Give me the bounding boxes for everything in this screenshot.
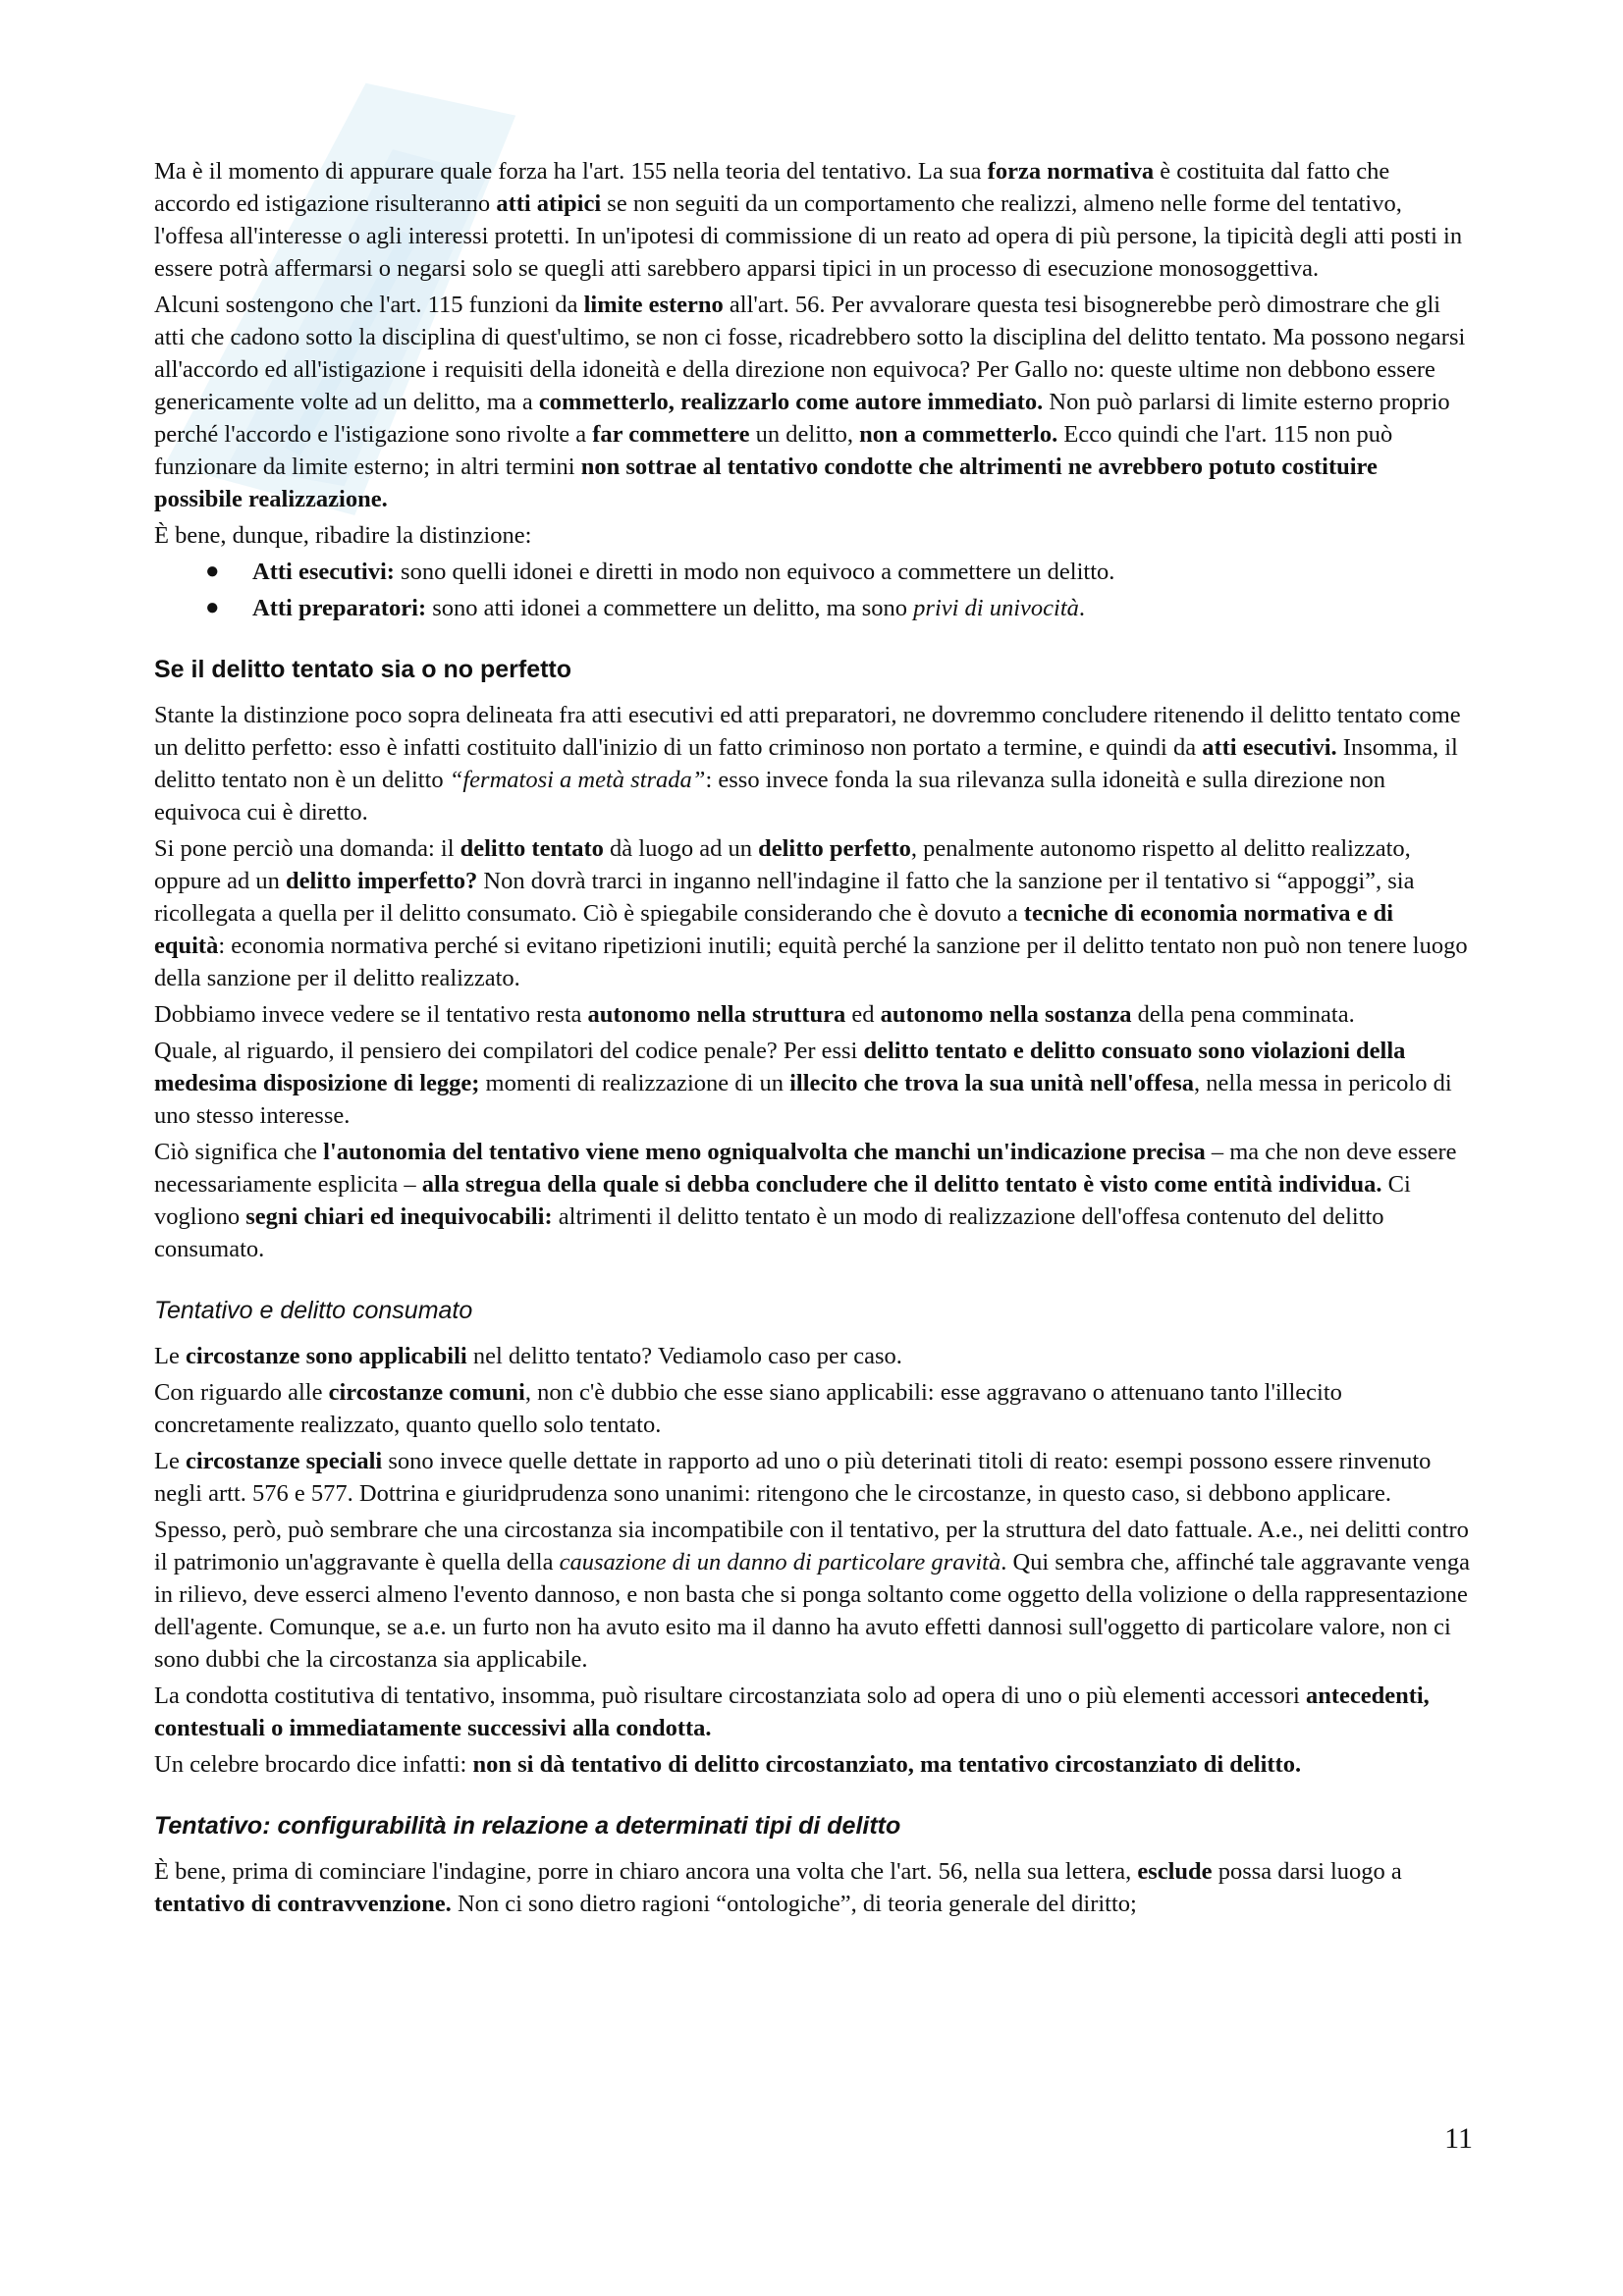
text-run: , penalmente autonomo rispetto al delitto realizzato, oppure ad un — [154, 835, 1411, 894]
distinction-list — [154, 556, 1470, 624]
text-run: della pena comminata. — [1131, 1001, 1355, 1028]
section-heading-configurabilita: Tentativo: configurabilità in relazione a determinati tipi di delitto — [154, 1812, 901, 1840]
bold-text: forza normativa — [987, 158, 1155, 185]
bold-text: non sottrae al tentativo condotte che altrimenti ne avrebbero potuto costituire possibile realizzazione. — [154, 454, 1378, 512]
bold-text: atti atipici — [496, 190, 602, 217]
text-run: , nella messa in pericolo di uno stesso interesse. — [154, 1070, 1452, 1129]
paragraph — [154, 519, 1470, 552]
text-run: possa darsi luogo a — [1212, 1858, 1402, 1885]
paragraph — [154, 1445, 1470, 1510]
text-run: Si pone perciò una domanda: il — [154, 835, 460, 862]
bold-text: commetterlo, realizzarlo come autore immediato. — [538, 389, 1044, 415]
paragraph — [154, 1855, 1470, 1920]
bold-text: segni chiari ed inequivocabili: — [245, 1203, 553, 1230]
text-run: Non può parlarsi di limite esterno proprio perché l'accordo e l'istigazione sono rivolte a — [154, 389, 1450, 448]
text-run: un delitto, — [749, 421, 860, 448]
page-number: 11 — [1444, 2122, 1473, 2155]
text-run: È bene, prima di cominciare l'indagine, porre in chiaro ancora una volta che l'art. 56, nella sua lettera, — [154, 1858, 1138, 1885]
text-run: Le — [154, 1343, 186, 1369]
text-run: , non c'è dubbio che esse siano applicabili: esse aggravano o attenuano tanto l'illecito concretamente realizzato, quanto quello solo tentato. — [154, 1379, 1342, 1438]
text-run: sono atti idonei a commettere un delitto, ma sono — [426, 595, 914, 621]
bold-text: illecito che trova la sua unità nell'offesa — [789, 1070, 1195, 1096]
bold-text: delitto tentato e delitto consuato sono violazioni della medesima disposizione di legge; — [154, 1038, 1406, 1096]
bold-text: atti esecutivi. — [1202, 734, 1337, 761]
bold-text: non a commetterlo. — [859, 421, 1058, 448]
text-run: : esso invece fonda la sua rilevanza sulla idoneità e sulla direzione non equivoca cui è diretto. — [154, 767, 1385, 826]
bold-text: Atti esecutivi: — [252, 559, 395, 585]
paragraph — [154, 1340, 1470, 1372]
paragraph — [154, 1680, 1470, 1744]
intro-section — [154, 155, 1470, 552]
bold-text: Atti preparatori: — [252, 595, 427, 621]
paragraph — [154, 1136, 1470, 1265]
bold-text: limite esterno — [583, 292, 724, 318]
text-run: Insomma, il delitto tentato non è un delitto — [154, 734, 1458, 793]
text-run: Alcuni sostengono che l'art. 115 funzioni da — [154, 292, 584, 318]
bold-text: l'autonomia del tentativo viene meno ogniqualvolta che manchi un'indicazione precisa — [323, 1139, 1206, 1165]
paragraph — [154, 998, 1470, 1031]
paragraph — [154, 832, 1470, 994]
bold-text: circostanze sono applicabili — [185, 1343, 467, 1369]
bold-text: autonomo nella struttura — [587, 1001, 846, 1028]
bold-text: tecniche di economia normativa e di equità — [154, 900, 1394, 959]
text-run: Con riguardo alle — [154, 1379, 329, 1406]
text-run: Non ci sono dietro ragioni “ontologiche”, di teoria generale del diritto; — [451, 1891, 1137, 1917]
text-run: Ciò significa che — [154, 1139, 324, 1165]
section-perfetto-body — [154, 699, 1470, 1265]
text-run: Un celebre brocardo dice infatti: — [154, 1751, 473, 1778]
text-run: ed — [845, 1001, 881, 1028]
text-run: La condotta costitutiva di tentativo, insomma, può risultare circostanziata solo ad opera di uno o più elementi accessori — [154, 1682, 1306, 1709]
bold-text: delitto tentato — [460, 835, 604, 862]
bullet-icon: ● — [205, 559, 220, 584]
text-run: se non seguiti da un comportamento che realizzi, almeno nelle forme del tentativo, l'offesa all'interesse o agli interessi protetti. In un'ipotesi di commissione di un reato ad opera di più persone, la tipicità degli atti posti in essere potrà affermarsi o negarsi solo se quegli atti sarebbero apparsi tipici in un processo di esecuzione monosoggettiva. — [154, 190, 1463, 282]
bold-text: alla stregua della quale si debba concludere che il delitto tentato è visto come entità individua. — [421, 1171, 1382, 1198]
text-run: È bene, dunque, ribadire la distinzione: — [154, 522, 532, 549]
paragraph — [154, 1748, 1470, 1781]
bold-text: delitto perfetto — [758, 835, 911, 862]
section-heading-consumato: Tentativo e delitto consumato — [154, 1297, 473, 1324]
document-page — [154, 155, 1470, 1924]
section-consumato-body — [154, 1340, 1470, 1781]
text-run: altrimenti il delitto tentato è un modo di realizzazione dell'offesa contenuto del delitto consumato. — [154, 1203, 1384, 1262]
italic-text: privi di univocità — [913, 595, 1079, 621]
text-run: Le — [154, 1448, 186, 1474]
bold-text: autonomo nella sostanza — [880, 1001, 1132, 1028]
text-run: sono quelli idonei e diretti in modo non equivoco a commettere un delitto. — [394, 559, 1115, 585]
italic-text: “fermatosi a metà strada” — [449, 767, 706, 793]
list-item — [205, 556, 1470, 588]
bold-text: circostanze comuni — [328, 1379, 525, 1406]
text-run: Ci vogliono — [154, 1171, 1411, 1230]
text-run: – ma che non deve essere necessariamente esplicita – — [154, 1139, 1457, 1198]
paragraph — [154, 155, 1470, 285]
text-run: momenti di realizzazione di un — [479, 1070, 790, 1096]
text-run: Ecco quindi che l'art. 115 non può funzionare da limite esterno; in altri termini — [154, 421, 1393, 480]
text-run: all'art. 56. Per avvalorare questa tesi bisognerebbe però dimostrare che gli atti che cadono sotto la disciplina di quest'ultimo, se non ci fosse, ricadrebbero sotto la disciplina del delitto tentato. Ma possono negarsi all'accordo ed all'istigazione i requisiti della idoneità e della direzione non equivoca? Per Gallo no: queste ultime non debbono essere genericamente volte ad un delitto, ma a — [154, 292, 1466, 415]
text-run: è costituita dal fatto che accordo ed istigazione risulteranno — [154, 158, 1390, 217]
bullet-icon: ● — [205, 595, 220, 620]
text-run: . Qui sembra che, affinché tale aggravante venga in rilievo, deve esserci almeno l'evento dannoso, e non basta che si ponga soltanto come oggetto della volizione o della rappresentazione dell'agente. Comunque, se a.e. un furto non ha avuto esito ma il danno ha avuto effetti dannosi sull'oggetto di particolare valore, non ci sono dubbi che la circostanza sia applicabile. — [154, 1549, 1470, 1673]
section-configurabilita-body — [154, 1855, 1470, 1920]
text-run: nel delitto tentato? Vediamolo caso per caso. — [466, 1343, 902, 1369]
text-run: . — [1078, 595, 1086, 621]
text-run: Spesso, però, può sembrare che una circostanza sia incompatibile con il tentativo, per la struttura del dato fattuale. A.e., nei delitti contro il patrimonio un'aggravante è quella della — [154, 1517, 1469, 1575]
text-run: Dobbiamo invece vedere se il tentativo resta — [154, 1001, 588, 1028]
paragraph — [154, 1376, 1470, 1441]
list-item — [205, 592, 1470, 624]
bold-text: non si dà tentativo di delitto circostanziato, ma tentativo circostanziato di delitto. — [472, 1751, 1302, 1778]
text-run: Ma è il momento di appurare quale forza ha l'art. 155 nella teoria del tentativo. La sua — [154, 158, 988, 185]
section-heading-perfetto: Se il delitto tentato sia o no perfetto — [154, 656, 572, 683]
paragraph — [154, 699, 1470, 828]
bold-text: far commettere — [592, 421, 750, 448]
bold-text: antecedenti, contestuali o immediatamente successivi alla condotta. — [154, 1682, 1430, 1741]
paragraph — [154, 289, 1470, 515]
bold-text: delitto imperfetto? — [286, 868, 478, 894]
bold-text: esclude — [1137, 1858, 1213, 1885]
text-run: dà luogo ad un — [603, 835, 759, 862]
text-run: Non dovrà trarci in inganno nell'indagine il fatto che la sanzione per il tentativo si “appoggi”, sia ricollegata a quella per il delitto consumato. Ciò è spiegabile considerando che è dovuto a — [154, 868, 1415, 927]
bold-text: circostanze speciali — [185, 1448, 383, 1474]
text-run: Stante la distinzione poco sopra delineata fra atti esecutivi ed atti preparatori, ne dovremmo concludere ritenendo il delitto tentato come un delitto perfetto: esso è infatti costituito dall'inizio di un fatto criminoso non portato a termine, e quindi da — [154, 702, 1461, 761]
text-run: Quale, al riguardo, il pensiero dei compilatori del codice penale? Per essi — [154, 1038, 864, 1064]
text-run: sono invece quelle dettate in rapporto ad uno o più deterinati titoli di reato: esempi possono essere rinvenuto negli artt. 576 e 577. Dottrina e giuridprudenza sono unanimi: ritengono che le circostanze, in questo caso, si debbono applicare. — [154, 1448, 1432, 1507]
paragraph — [154, 1514, 1470, 1676]
paragraph — [154, 1035, 1470, 1132]
bold-text: tentativo di contravvenzione. — [154, 1891, 452, 1917]
italic-text: causazione di un danno di particolare gravità — [559, 1549, 1001, 1575]
text-run: : economia normativa perché si evitano ripetizioni inutili; equità perché la sanzione per il delitto tentato non può non tenere luogo della sanzione per il delitto realizzato. — [154, 933, 1468, 991]
